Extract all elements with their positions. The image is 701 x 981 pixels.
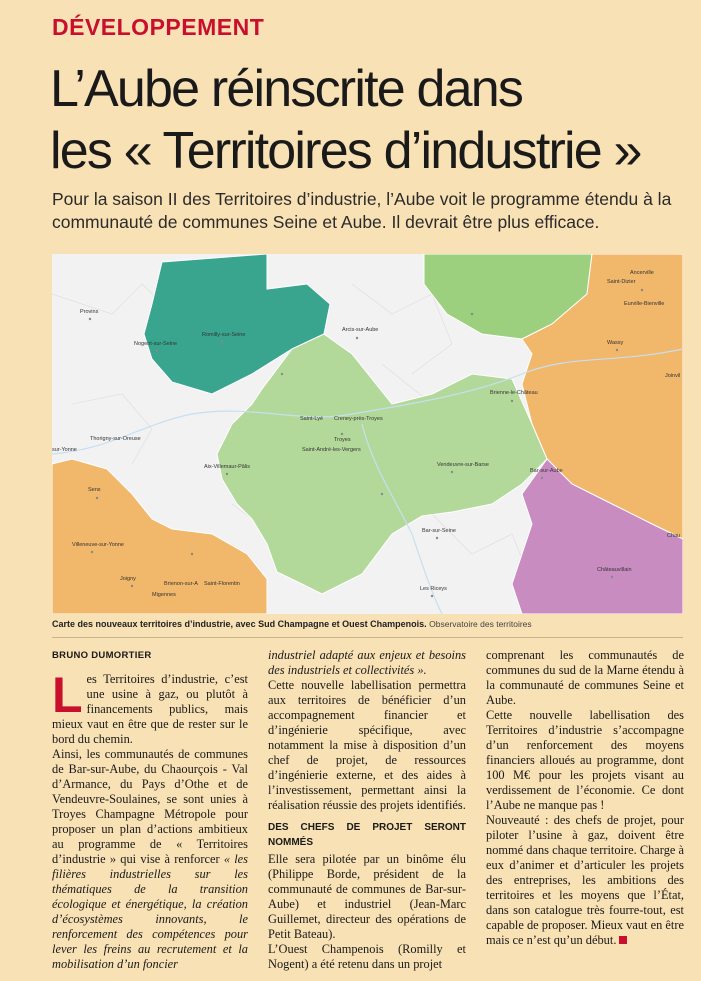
map-label: Bar-sur-Seine (422, 528, 456, 534)
map-label: Joinvil (665, 373, 681, 379)
divider (52, 637, 683, 638)
paragraph-text: Nouveauté : des chefs de projet, pour piloter l’usine à gaz, doivent être nommé dans chaque territoire. Charge à eux d’animer et d’articuler les projets des entreprises, les ambitions des territoires et les moyens que l’État, dans son catalogue très fourre-tout, est capable de proposer. Mieux vaut en être mais ce n’est qu’un début. (486, 813, 684, 947)
paragraph (486, 813, 684, 948)
map-svg (52, 254, 683, 614)
map-caption (52, 619, 683, 629)
territories-map (52, 254, 683, 614)
map-label: Joigny (120, 576, 136, 582)
map-label: Arcis-sur-Aube (342, 327, 379, 333)
map-label: Eurville-Bienville (624, 301, 665, 307)
byline: BRUNO DUMORTIER (52, 650, 152, 661)
map-label: Vendeuvre-sur-Barse (437, 462, 489, 468)
map-label: Ancerville (630, 270, 654, 276)
map-label: Thorigny-sur-Oreuse (90, 436, 141, 442)
caption-text: Carte des nouveaux territoires d’industrie, avec Sud Champagne et Ouest Champenois. (52, 619, 427, 629)
map-label: Brienne-le-Château (490, 390, 538, 396)
map-label: Brienon-sur-A (164, 581, 198, 587)
map-label: Creney-près-Troyes (334, 416, 383, 422)
standfirst: Pour la saison II des Territoires d’industrie, l’Aube voit le programme étendu à la communauté de communes Seine et Aube. Il devrait être plus efficace. (52, 189, 672, 232)
paragraph: comprenant les communautés de communes du sud de la Marne étendu à la communauté de communes Seine et Aube. (486, 648, 684, 707)
paragraph-quote: industriel adapté aux enjeux et besoins des industriels et collectivités ». (268, 648, 466, 677)
article-column-3 (486, 648, 684, 948)
paragraph: Cette nouvelle labellisation des Territoires d’industrie s’accompagne d’un renforcement des moyens financiers alloués au programme, dont 100 M€ pour les projets visant au verdissement de l’économie. Ce dont l’Aube ne manque pas ! (486, 708, 684, 812)
map-label: Saint-Dizier (607, 279, 636, 285)
headline-line-2: les « Territoires d’industrie » (50, 122, 641, 180)
map-label: Migennes (152, 592, 176, 598)
caption-credit: Observatoire des territoires (429, 619, 532, 629)
map-label: Les Riceys (420, 586, 447, 592)
section-kicker: DÉVELOPPEMENT (52, 14, 265, 40)
map-label: Aix-Villemaur-Pâlis (204, 464, 251, 470)
paragraph-text: es Territoires d’industrie, c’est une usine à gaz, ou plutôt à financements publics, mais mieux vaut en être que de rester sur le bord du chemin. (52, 672, 248, 746)
map-label: Provins (80, 309, 99, 315)
map-label: Sens (88, 487, 101, 493)
paragraph (52, 747, 248, 972)
map-label: Romilly-sur-Seine (202, 332, 246, 338)
map-label: Saint-André-les-Vergers (302, 447, 361, 453)
paragraph-quote: « les filières industrielles sur les thématiques de la transition écologique et énergétique, la création d’écosystèmes innovants, le renforcement des compétences pour lever les freins au recrutement et la mobilisation d’un foncier (52, 852, 248, 971)
paragraph: L’Ouest Champenois (Romilly et Nogent) a été retenu dans un projet (268, 942, 466, 971)
map-label: Nogent-sur-Seine (134, 341, 178, 347)
map-label: Bar-sur-Aube (530, 468, 563, 474)
subheading: DES CHEFS DE PROJET SERONT NOMMÉS (268, 822, 466, 848)
headline (50, 58, 690, 182)
headline-line-1: L’Aube réinscrite dans (50, 60, 523, 118)
map-label: Chau (667, 533, 681, 539)
map-label: Saint-Lyé (300, 416, 324, 422)
paragraph (52, 667, 248, 747)
article-column-2 (268, 648, 466, 972)
paragraph-text: Ainsi, les communautés de communes de Bar-sur-Aube, du Chaourçois - Val d’Armance, du Pays d’Othe et de Vendeuvre-Soulaines, se sont unies à Troyes Champagne Métropole pour proposer un plan d’actions ambitieux au programme de « Territoires d’industrie » qui vise à renforcer (52, 747, 248, 866)
article-column-1 (52, 648, 248, 972)
paragraph: Cette nouvelle labellisation permettra aux territoires de bénéficier d’un accompagnement financier et d’ingénierie spécifique, avec notamment la mise à disposition d’un chef de projet, de ressources d’ingénierie externe, et des aides à l’investissement, permettant ainsi la réalisation réussie des projets identifiés. (268, 678, 466, 812)
map-label: Wassy (607, 340, 624, 346)
dropcap: L (52, 667, 83, 723)
paragraph (268, 648, 466, 678)
map-label: Châteauvillain (597, 567, 632, 573)
map-label: sur-Yonne (52, 447, 77, 453)
map-label: Villeneuve-sur-Yonne (72, 542, 124, 548)
end-of-article-square-icon (619, 936, 627, 944)
map-label: Troyes (334, 437, 351, 443)
paragraph: Elle sera pilotée par un binôme élu (Philippe Borde, président de la communauté de communes de Bar-sur-Aube) et industriel (Jean-Marc Guillemet, directeur des opérations de Petit Bateau). (268, 852, 466, 941)
map-label: Saint-Florentin (204, 581, 240, 587)
